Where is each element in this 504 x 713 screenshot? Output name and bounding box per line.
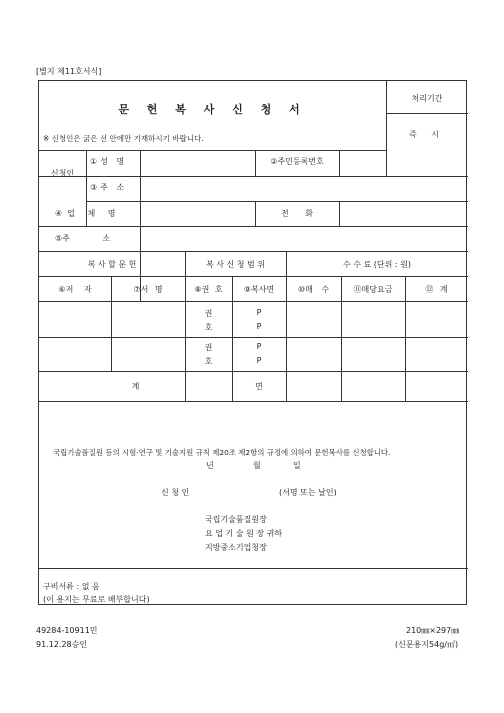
applicant-label: 신청인 (50, 169, 75, 178)
company-input[interactable] (141, 202, 254, 225)
row2-volume-unit: 권 (204, 343, 213, 352)
resident-no-label: ②주민등록번호 (270, 157, 324, 166)
row1-page-end-unit: P (256, 322, 262, 331)
total-row-unit: 면 (255, 382, 263, 391)
col-total: ⑫ 계 (425, 285, 448, 294)
col-book-title: ⑦서 명 (133, 285, 163, 294)
date-month: 월 (253, 461, 261, 470)
row2-page-start-unit: P (256, 342, 262, 351)
declaration-text: 국립기술품질원 등의 시험·연구 및 기술지원 규칙 제20조 제2항의 규정에 의하여 문헌복사를 신청합니다. (53, 448, 391, 457)
processing-period-label: 처리기간 (411, 94, 443, 103)
applicant-sign-label: 신 청 인 (161, 488, 190, 497)
business-address-label: ⑤주 소 (55, 234, 111, 243)
phone-input[interactable] (340, 202, 467, 225)
col-sheets: ⑩매 수 (297, 285, 330, 294)
applicant-address-input[interactable] (141, 177, 467, 200)
scope-header: 복 사 신 청 범 위 (205, 260, 266, 269)
footer-code: 49284-10911민 (36, 626, 98, 635)
recipient-2: 요 업 기 술 원 장 귀하 (205, 529, 283, 538)
documents-header: 복 사 할 문 헌 (87, 260, 137, 269)
phone-label: 전 화 (281, 209, 313, 218)
paper-size: 210㎜×297㎜ (406, 626, 460, 635)
row2-issue-unit: 호 (204, 357, 213, 366)
paper-type: (신문용지54g/㎡) (395, 640, 459, 649)
name-field[interactable] (89, 154, 140, 172)
applicant-address-label: ③주 소 (90, 183, 128, 192)
row1-page-start-unit: P (256, 308, 262, 317)
total-row-label: 계 (131, 382, 140, 391)
attachments-text: 구비서류 : 없 음 (43, 582, 100, 591)
form-number: [별지 제11호서식] (36, 67, 102, 76)
row1-issue-unit: 호 (204, 323, 213, 332)
free-notice: (이 용지는 무료로 배부합니다) (43, 595, 150, 604)
col-volume: ⑧권 호 (194, 285, 223, 294)
date-year: 년 (206, 461, 214, 470)
business-address-input[interactable] (141, 227, 467, 250)
col-author: ⑥저 자 (58, 285, 92, 294)
recipient-3: 지방중소기업청장 (205, 543, 267, 552)
processing-period-value: 즉 시 (409, 130, 445, 139)
name-label: ①성 명 (90, 157, 128, 166)
footer-approval: 91.12.28승인 (36, 640, 88, 649)
resident-no-input[interactable] (340, 151, 467, 175)
fee-header: 수 수 료 (단위 : 원) (342, 260, 412, 269)
company-label: ④업 체 명 (55, 209, 121, 218)
application-form (38, 80, 467, 605)
instruction-text: ※ 신청인은 굵은 선 안에만 기재하시기 바랍니다. (43, 134, 204, 143)
date-day: 일 (293, 461, 301, 470)
signature-note: (서명 또는 날인) (279, 488, 337, 497)
form-title: 문 헌 복 사 신 청 서 (118, 103, 307, 116)
name-input[interactable] (141, 151, 254, 175)
col-pages: ⑨복사면 (243, 285, 275, 294)
row2-page-end-unit: P (256, 356, 262, 365)
row1-volume-unit: 권 (204, 309, 213, 318)
recipient-1: 국립기술품질원장 (205, 515, 267, 524)
col-per-sheet-fee: ⑪매당요금 (353, 285, 393, 294)
